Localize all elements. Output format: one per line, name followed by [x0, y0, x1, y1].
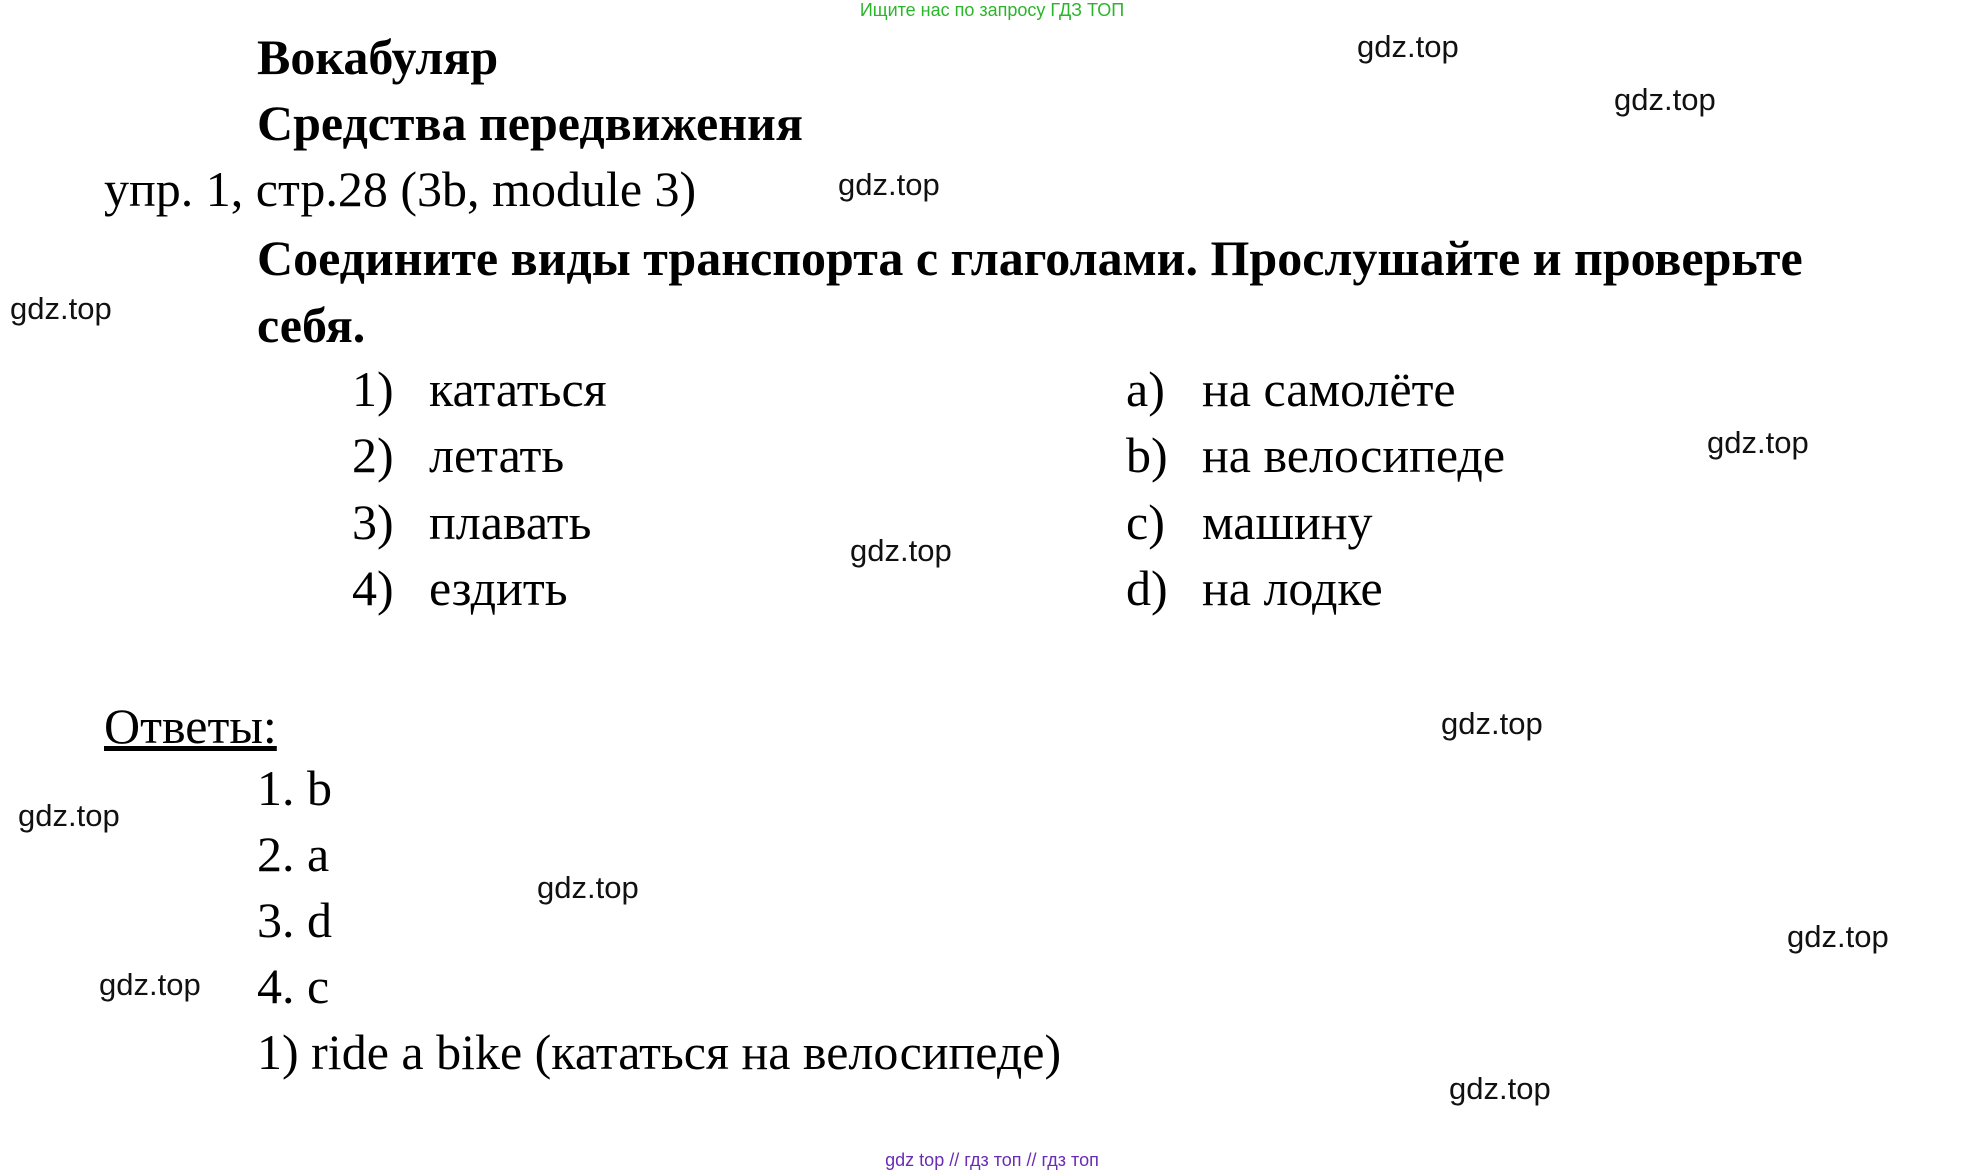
right-item-text: на самолёте — [1202, 361, 1456, 417]
left-item-text: плавать — [429, 494, 592, 550]
right-item-text: машину — [1202, 494, 1373, 550]
watermark: gdz.top — [10, 291, 112, 326]
task-text: Соедините виды транспорта с глаголами. Прослушайте и проверьте себя. — [257, 230, 1803, 353]
left-item-text: летать — [429, 427, 565, 483]
left-item-text: кататься — [429, 361, 607, 417]
left-item-num: 2) — [352, 427, 394, 483]
watermark: gdz.top — [850, 533, 952, 568]
left-item-text: ездить — [429, 560, 568, 616]
right-item-text: на велосипеде — [1202, 427, 1506, 483]
answers-heading: Ответы: — [104, 698, 277, 754]
watermark: gdz.top — [1787, 919, 1889, 954]
watermark: gdz.top — [1357, 29, 1459, 64]
footer-text: gdz top // гдз топ // гдз топ — [885, 1150, 1099, 1170]
answer-line: 1) ride a bike (кататься на велосипеде) — [257, 1024, 1062, 1080]
answer-line: 1. b — [257, 760, 332, 816]
right-item-letter: d) — [1126, 560, 1168, 616]
right-item-letter: a) — [1126, 361, 1165, 417]
right-item-text: на лодке — [1202, 560, 1383, 616]
watermark: gdz.top — [99, 967, 201, 1002]
page-subtitle: Средства передвижения — [257, 95, 803, 151]
page-title: Вокабуляр — [257, 29, 499, 85]
answer-line: 2. a — [257, 826, 330, 882]
right-item-letter: c) — [1126, 494, 1165, 550]
watermark: gdz.top — [18, 798, 120, 833]
watermark: gdz.top — [537, 870, 639, 905]
watermark: gdz.top — [838, 167, 940, 202]
watermark: gdz.top — [1441, 706, 1543, 741]
answer-line: 4. c — [257, 958, 330, 1014]
exercise-ref: упр. 1, стр.28 (3b, module 3) — [104, 161, 697, 217]
right-item-letter: b) — [1126, 427, 1168, 483]
watermark: gdz.top — [1707, 425, 1809, 460]
answer-line: 3. d — [257, 892, 332, 948]
left-item-num: 1) — [352, 361, 394, 417]
watermark: gdz.top — [1614, 82, 1716, 117]
left-item-num: 4) — [352, 560, 394, 616]
left-item-num: 3) — [352, 494, 394, 550]
watermark: gdz.top — [1449, 1071, 1551, 1106]
top-banner: Ищите нас по запросу ГДЗ ТОП — [859, 0, 1125, 20]
